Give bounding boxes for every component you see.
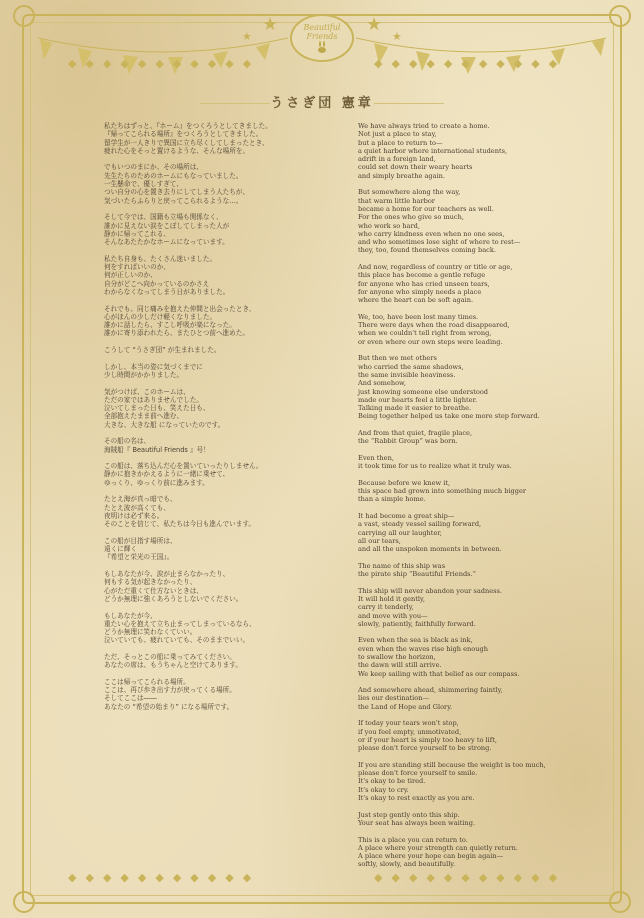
en-paragraph: Even when the sea is black as ink, even when the waves rise high enough to swallow the horizon, the dawn will still arrive. We keep sailing with that belief as our compass. [358, 636, 520, 678]
en-paragraph: Because before we knew it, this space had grown into something much bigger than a simple home. [358, 478, 527, 504]
corner-ornament [13, 891, 35, 913]
jp-paragraph: その船の名は、 海賊船『 Beautiful Friends 』号！ [104, 437, 210, 454]
en-paragraph: It had become a great ship— a vast, steady vessel sailing forward, carrying all our laughter, all our tears, and all the unspoken moments in between. [358, 511, 502, 554]
rabbit-icon [315, 41, 329, 53]
jp-paragraph: でもいつのまにか、その場所は、 先生たちのためのホームにもなっていました。 一生懸命で、優しすぎて、 つい自分の心を置き去りにしてしまう人たちが、 気づいたらふらりと戻ってこられるような…。 [104, 163, 250, 205]
title-divider-left [200, 103, 270, 104]
diamond-border-top-right: ◆◆◆◆◆◆◆◆◆◆◆ [374, 57, 567, 70]
en-paragraph: If today your tears won't stop, if you feel empty, unmotivated, or if your heart is simply too heavy to lift, please don't force yourself to be strong. [358, 719, 497, 753]
diamond-border-top-left: ◆◆◆◆◆◆◆◆◆◆◆ [68, 57, 261, 70]
jp-paragraph: この船は、落ち込んだ心を置いていったりしません。 静かに抱きかかえるように一緒に乗せて、 ゆっくり、ゆっくり前に進みます。 [104, 462, 263, 487]
star-icon: ★ [366, 14, 383, 35]
corner-ornament [13, 5, 35, 27]
star-icon: ★ [242, 30, 252, 43]
jp-paragraph: もしあなたが今、 重たい心を抱えて立ち止まってしまっているなら、 どうか無理に笑わなくていい。 泣いていても、疲れていても、そのままでいい。 [104, 611, 256, 645]
en-paragraph: If you are standing still because the weight is too much, please don't force yourself to smile. It's okay to be tired. It's okay to cry. It's okay to rest exactly as you are. [358, 760, 546, 803]
en-paragraph: Even then, it took time for us to realize what it truly was. [358, 453, 512, 471]
jp-paragraph: そして今では、国籍も立場も関係なく、 誰かに見えない涙をこぼしてしまった人が 静かに帰ってこれる、 そんなあたたかなホームになっています。 [104, 213, 230, 247]
english-text-column [358, 122, 594, 877]
jp-paragraph: ここは帰ってこられる場所。 ここは、再び歩き出す力が戻ってくる場所。 そしてここは―― あなたの “希望の始まり” になる場所です。 [104, 677, 236, 711]
beautiful-friends-badge [290, 14, 354, 62]
en-paragraph: This ship will never abandon your sadness. It will hold it gently, carry it tenderly, and move with you— slowly, patiently, faithfully forward. [358, 586, 502, 628]
badge-line-2: Friends [306, 32, 338, 41]
en-paragraph: But then we met others who carried the same shadows, the same invisible heaviness. And somehow, just knowing someone else understood made our hearts feel a little lighter. Talking made it easier to breathe. Being together helped us take one more step forward. [358, 354, 540, 421]
jp-paragraph: ただ、そっとこの船に乗ってみてください。 あなたの席は、もうちゃんと空けてあります。 [104, 653, 242, 670]
diamond-border-bottom-right: ◆◆◆◆◆◆◆◆◆◆◆ [374, 871, 567, 884]
jp-paragraph: しかし、本当の姿に気づくまでに 少し時間がかかりました。 [104, 362, 203, 379]
en-paragraph: We, too, have been lost many times. There were days when the road disappeared, when we couldn't tell right from wrong, or even where our own steps were leading. [358, 312, 510, 346]
corner-ornament [609, 5, 631, 27]
star-icon: ★ [262, 14, 279, 35]
jp-paragraph: 私たちはずっと、『ホーム』をつくろうとしてきました。 『帰ってこられる場所』をつくろうとしてきました。 留学生が一人きりで異国に立ち尽くしてしまったとき、 疲れた心をそっと置けるような、そんな場所を。 [104, 122, 272, 155]
en-paragraph: We have always tried to create a home. Not just a place to stay, but a place to return to— a quiet harbor where international students, adrift in a foreign land, could set down their weary hearts and simply breathe again. [358, 122, 508, 180]
en-paragraph: And now, regardless of country or title or age, this place has become a gentle refuge for anyone who has cried unseen tears, for anyone who simply needs a place where the heart can be soft again. [358, 263, 513, 305]
star-icon: ★ [392, 30, 402, 43]
jp-paragraph: もしあなたが今、涙が止まらなかったり、 何もする気が起きなかったり、 心がただ重くて仕方ないときは、 どうか無理に強くあろうとしないでください。 [104, 570, 243, 603]
en-paragraph: But somewhere along the way, that warm little harbor became a home for our teachers as well. For the ones who give so much, who work so hard, who carry kindness even when no one sees, and who sometimes lose sight of where to rest— they, too, found themselves coming back. [358, 188, 521, 255]
en-paragraph: The name of this ship was the pirate ship “Beautiful Friends.” [358, 561, 477, 579]
page-title: うさぎ団 憲章 [270, 96, 374, 111]
badge-line-1: Beautiful [303, 23, 341, 32]
jp-paragraph: こうして “うさぎ団” が生まれました。 [104, 346, 221, 355]
jp-paragraph: この船が目指す場所は、 遠くに輝く 『希望と栄光の王国』。 [104, 536, 177, 562]
corner-ornament [609, 891, 631, 913]
title-divider-right [374, 103, 444, 104]
jp-paragraph: それでも、同じ痛みを抱えた仲間と出会ったとき、 心がほんの少しだけ軽くなりました。 誰かに話したら、すこし呼吸が楽になった。 誰かに寄り添われたら、またひとつ前へ進めた。 [104, 304, 256, 338]
en-paragraph: Just step gently onto this ship. Your seat has always been waiting. [358, 810, 476, 827]
jp-paragraph: 気がつけば、このホームは、 ただの家ではありませんでした。 泣いてしまった日も、笑えた日も、 全部抱えたまま前へ進む、 大きな、大きな船 になっていたのです。 [104, 387, 225, 429]
japanese-text-column [104, 122, 352, 719]
en-paragraph: And from that quiet, fragile place, the “Rabbit Group” was born. [358, 428, 473, 446]
jp-paragraph: 私たち自身も、たくさん迷いました。 何をすればいいのか、 何が正しいのか、 自分がどこへ向かっているのかさえ わからなくなってしまう日がありました。 [104, 254, 230, 296]
en-paragraph: This is a place you can return to. A place where your strength can quietly return. A place where your hope can begin again— softly, slowly, and beautifully. [358, 835, 518, 869]
en-paragraph: And somewhere ahead, shimmering faintly, lies our destination— the Land of Hope and Glory. [358, 686, 503, 711]
jp-paragraph: たとえ海が真っ暗でも、 たとえ波が高くても、 夜明けは必ず来る。 そのことを信じて、私たちは今日も進んでいます。 [104, 495, 255, 529]
diamond-border-bottom-left: ◆◆◆◆◆◆◆◆◆◆◆ [68, 871, 261, 884]
